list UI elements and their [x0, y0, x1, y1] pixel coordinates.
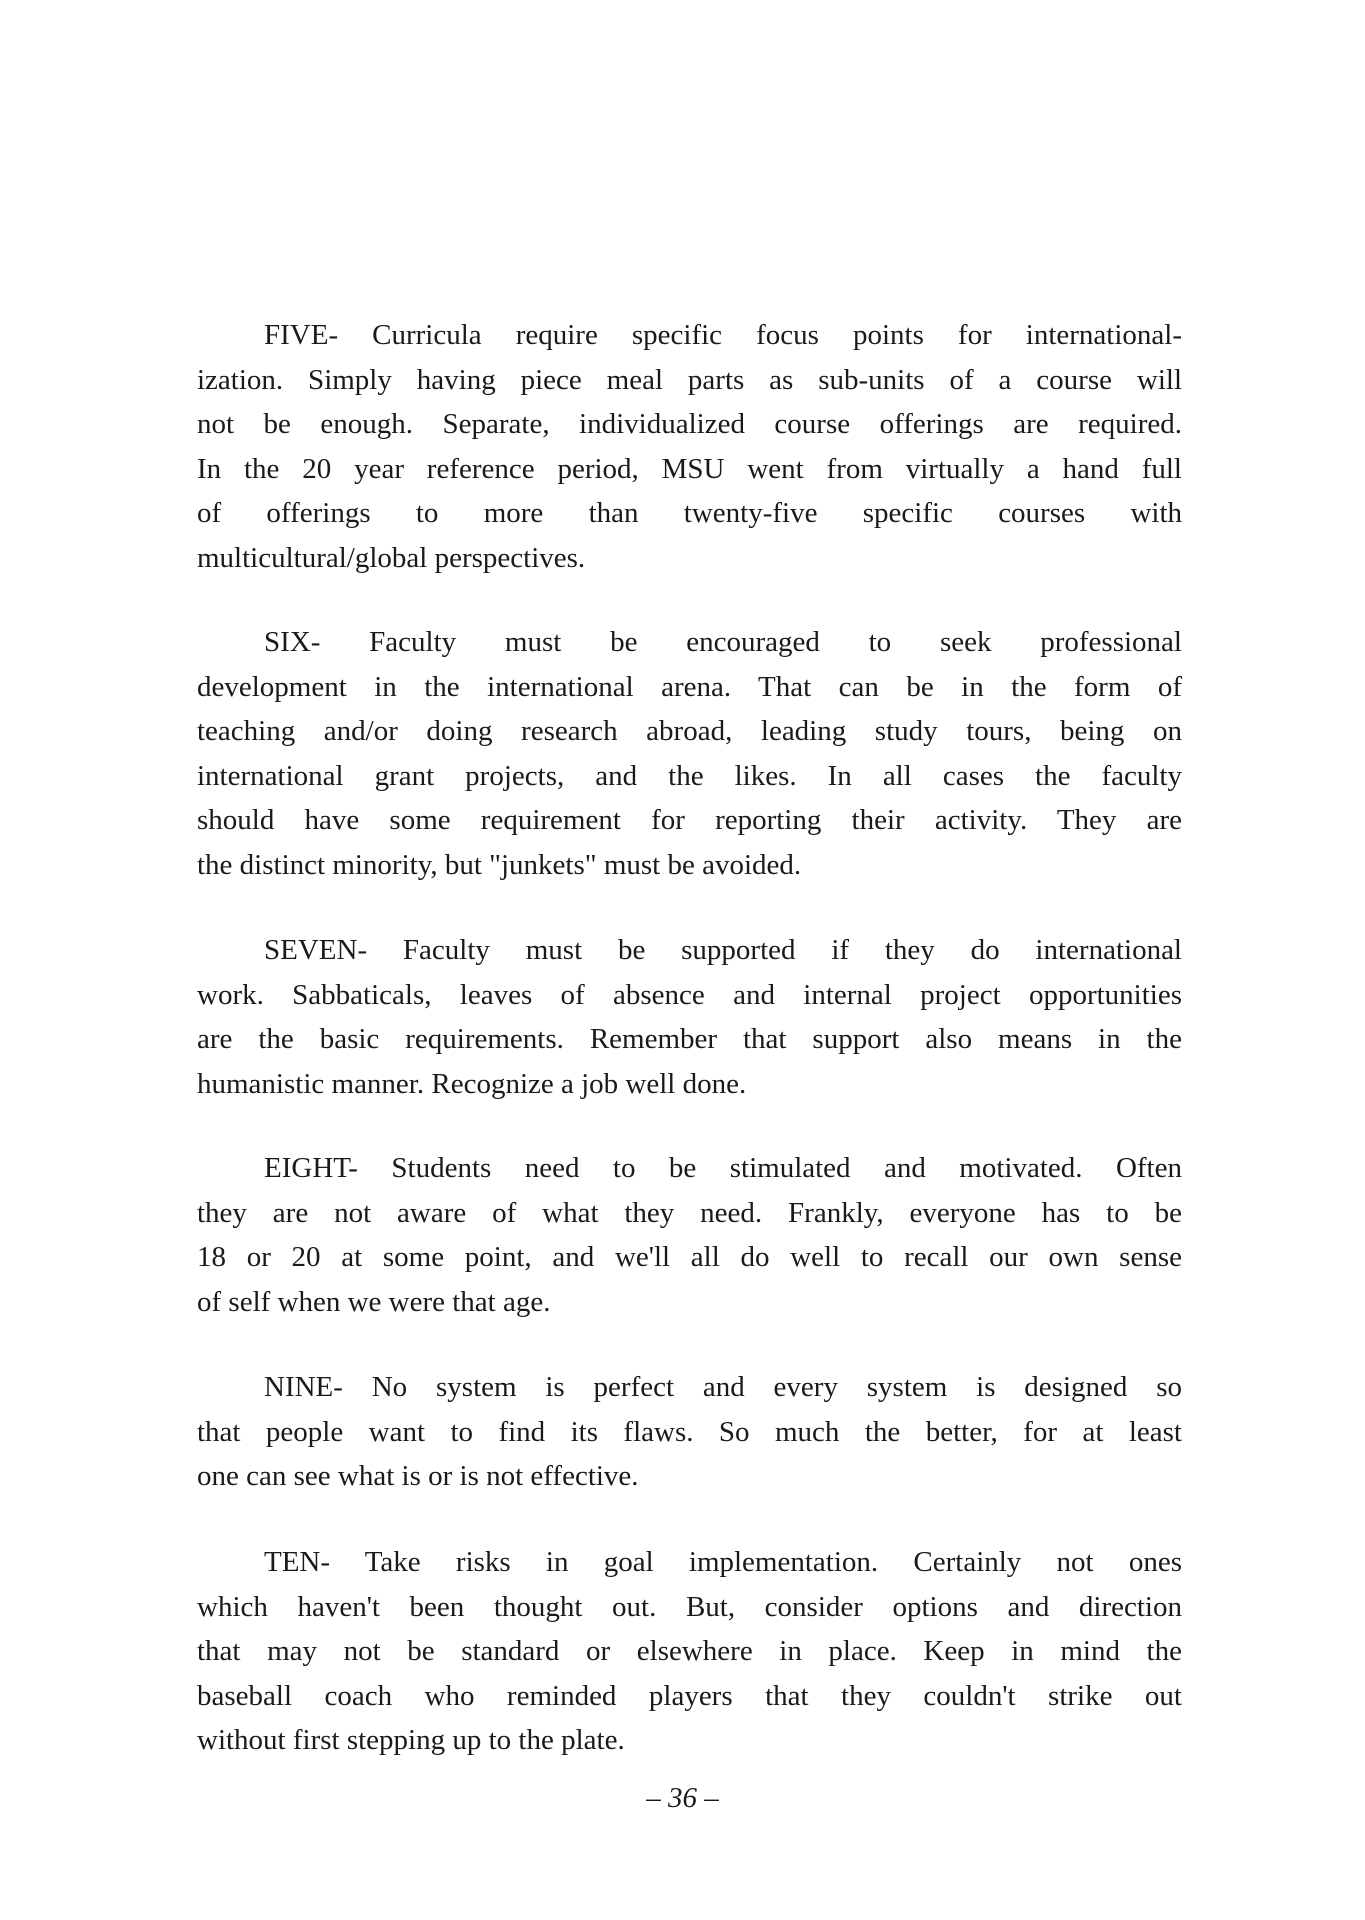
paragraph-line: TEN- Take risks in goal implementation. Certainly not ones [264, 1546, 1182, 1578]
page-number: – 36 – [646, 1782, 719, 1814]
paragraph-line: are the basic requirements. Remember that support also means in the [197, 1023, 1182, 1055]
paragraph-line: of offerings to more than twenty-five specific courses with [197, 497, 1182, 529]
paragraph-line: ization. Simply having piece meal parts as sub-units of a course will [197, 363, 1182, 396]
paragraph-line: NINE- No system is perfect and every system is designed so [264, 1371, 1182, 1403]
paragraph-line: of self when we were that age. [197, 1285, 551, 1318]
paragraph-line: which haven't been thought out. But, consider options and direction [197, 1590, 1182, 1623]
paragraph-line: SEVEN- Faculty must be supported if they do international [264, 934, 1182, 966]
paragraph-ten [197, 1540, 1182, 1763]
paragraph-six [197, 620, 1182, 887]
paragraph-line: the distinct minority, but "junkets" must be avoided. [197, 848, 802, 881]
paragraph-line: should have some requirement for reporting their activity. They are [197, 804, 1182, 836]
paragraph-nine [197, 1365, 1182, 1499]
paragraph-line: humanistic manner. Recognize a job well done. [197, 1067, 747, 1100]
paragraph-eight [197, 1146, 1182, 1324]
paragraph-line: one can see what is or is not effective. [197, 1460, 639, 1492]
paragraph-line: In the 20 year reference period, MSU went from virtually a hand full [197, 452, 1182, 485]
paragraph-line: EIGHT- Students need to be stimulated and motivated. Often [264, 1152, 1182, 1184]
paragraph-line: that people want to find its flaws. So much the better, for at least [197, 1415, 1182, 1448]
paragraph-line: baseball coach who reminded players that they couldn't strike out [197, 1679, 1182, 1712]
paragraph-seven [197, 928, 1182, 1106]
paragraph-line: FIVE- Curricula require specific focus points for international- [264, 319, 1182, 351]
paragraph-line: development in the international arena. That can be in the form of [197, 670, 1182, 703]
paragraph-line: international grant projects, and the likes. In all cases the faculty [197, 759, 1182, 792]
paragraph-line: teaching and/or doing research abroad, leading study tours, being on [197, 715, 1182, 747]
paragraph-line: without first stepping up to the plate. [197, 1724, 625, 1756]
paragraph-line: 18 or 20 at some point, and we'll all do well to recall our own sense [197, 1241, 1182, 1273]
paragraph-line: not be enough. Separate, individualized course offerings are required. [197, 408, 1182, 440]
paragraph-five [197, 313, 1182, 580]
paragraph-line: SIX- Faculty must be encouraged to seek professional [264, 626, 1182, 658]
paragraph-line: that may not be standard or elsewhere in place. Keep in mind the [197, 1635, 1182, 1667]
paragraph-line: work. Sabbaticals, leaves of absence and internal project opportunities [197, 978, 1182, 1011]
paragraph-line: they are not aware of what they need. Frankly, everyone has to be [197, 1196, 1182, 1229]
paragraph-line: multicultural/global perspectives. [197, 541, 586, 574]
